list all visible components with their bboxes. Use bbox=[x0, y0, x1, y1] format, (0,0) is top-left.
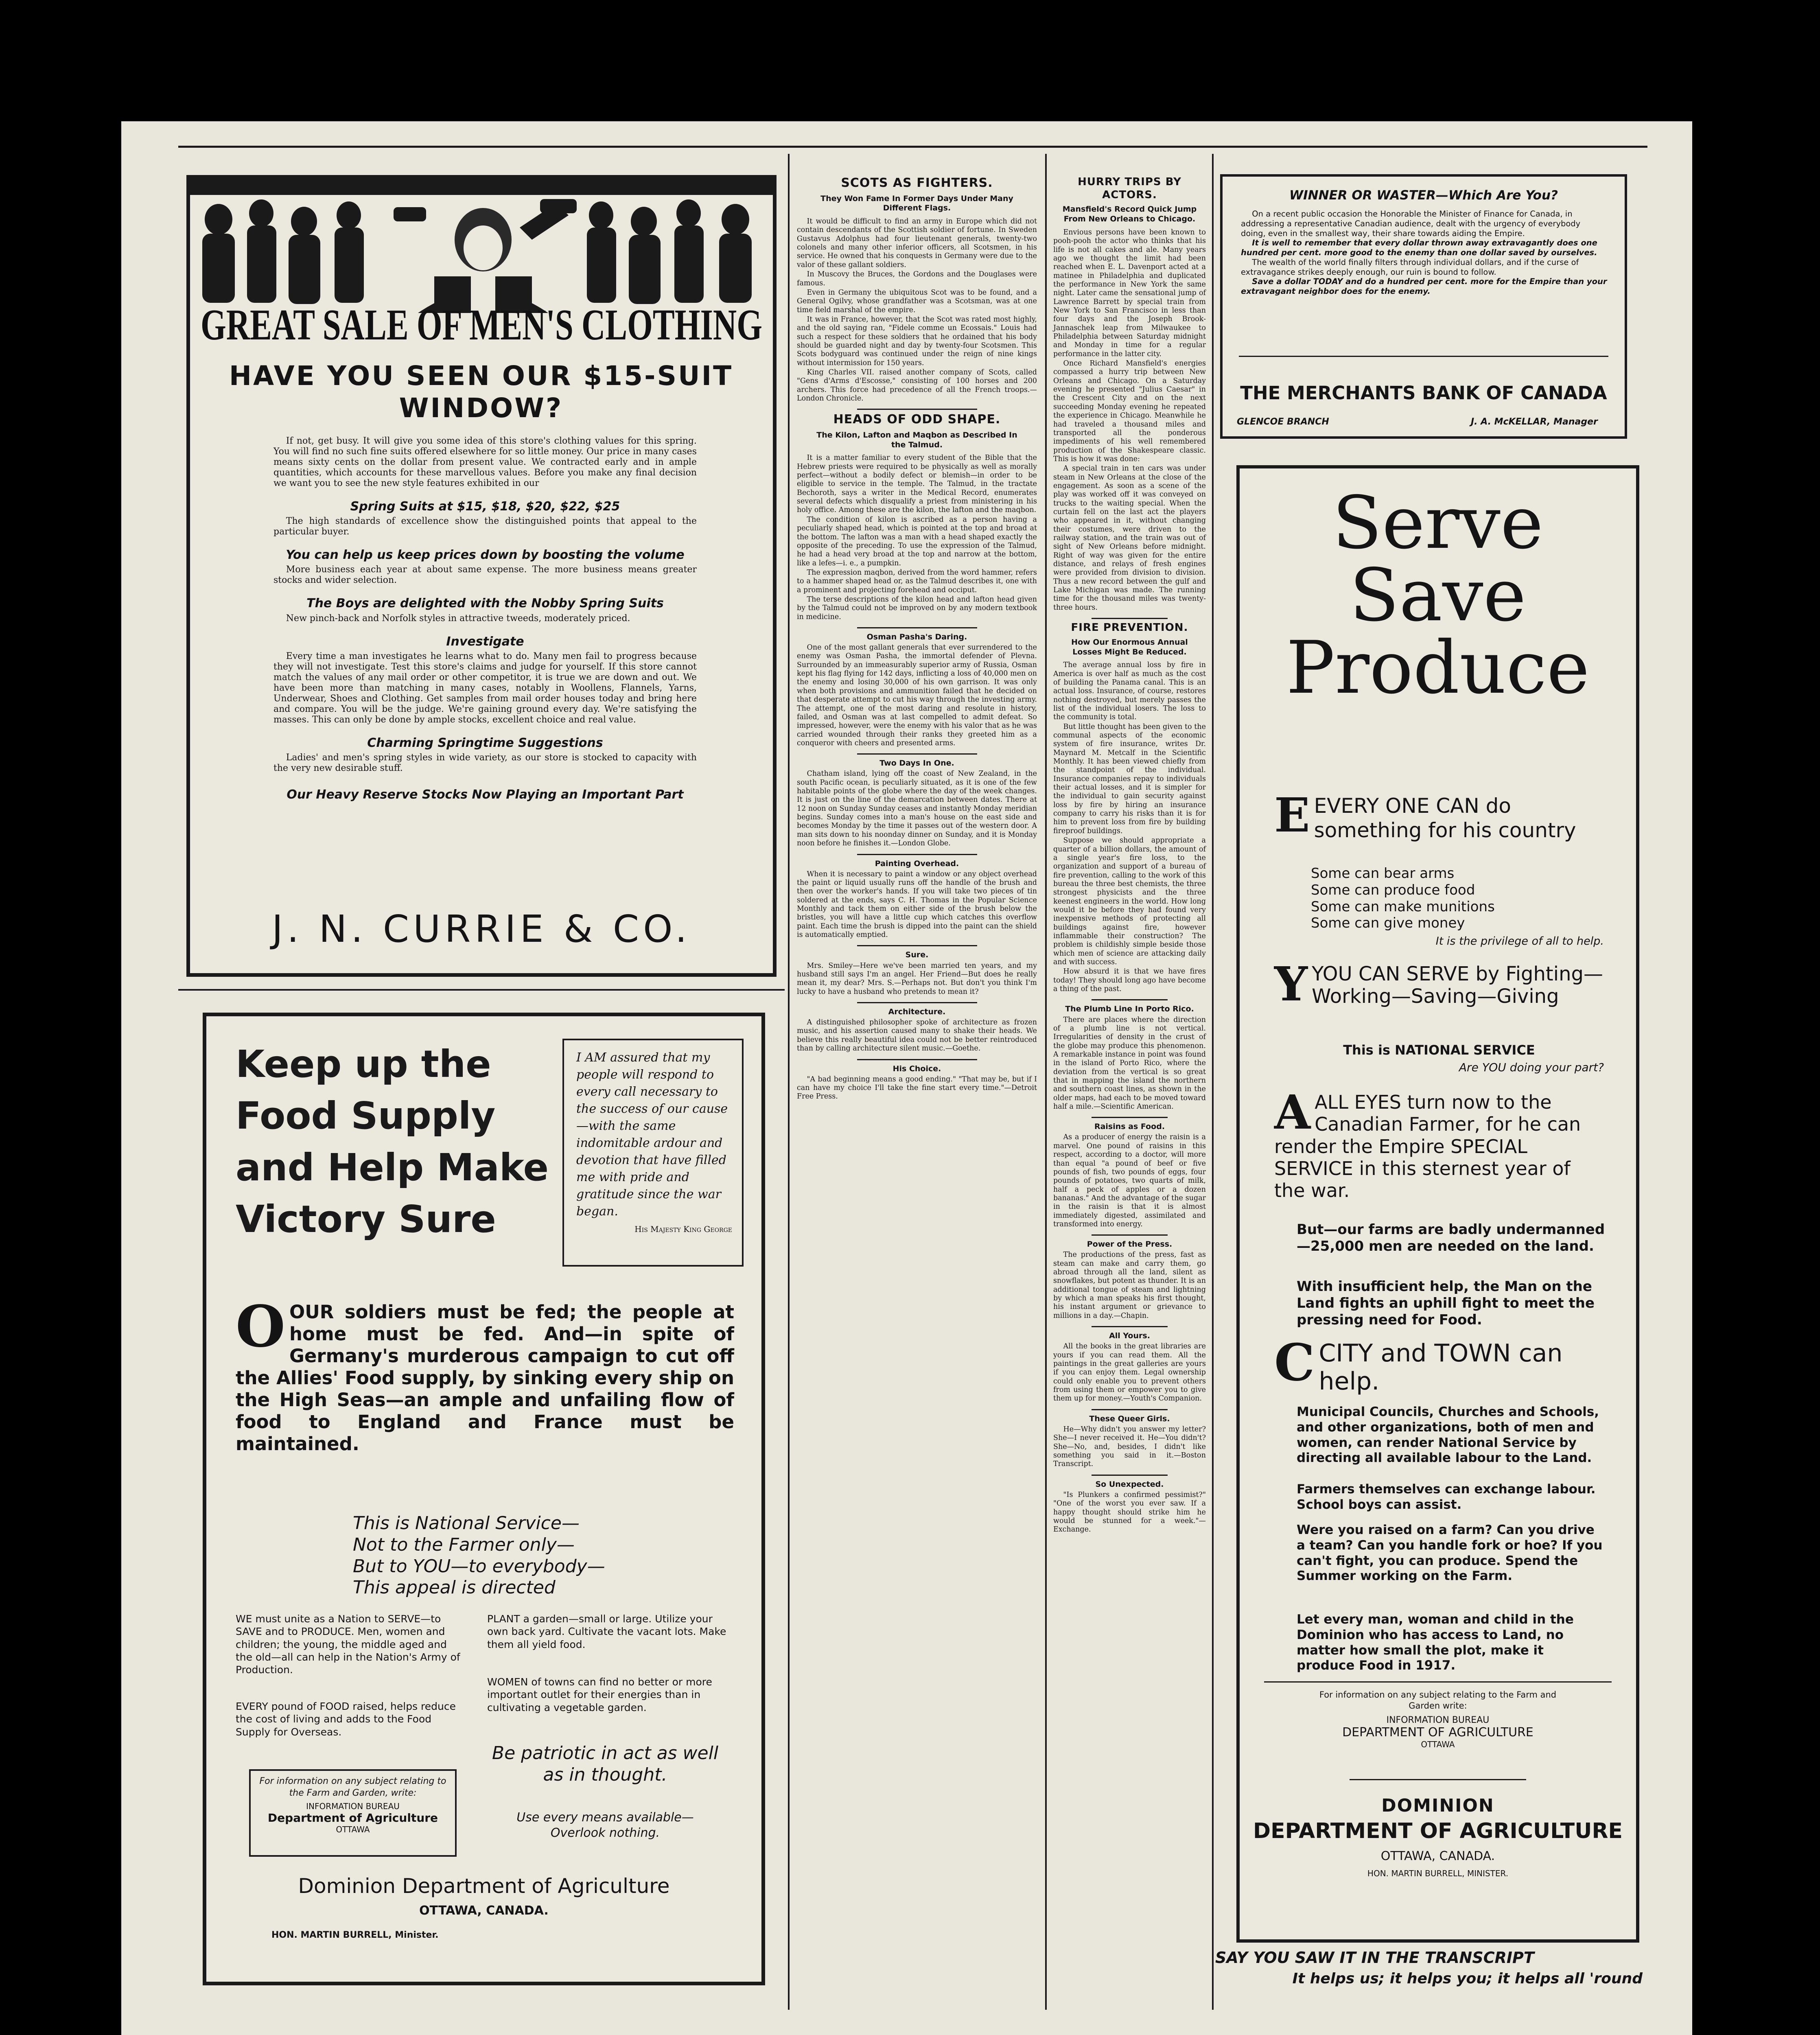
service-line: This is National Service— bbox=[353, 1513, 580, 1534]
yours-title: All Yours. bbox=[1109, 1331, 1150, 1341]
every-means-line: Use every means available—Overlook nothing. bbox=[516, 1810, 694, 1840]
food-minister: HON. MARTIN BURRELL, Minister. bbox=[271, 1930, 439, 1940]
title-line-save: Save bbox=[1350, 553, 1526, 637]
divider bbox=[1092, 1475, 1168, 1476]
serve-rule-2 bbox=[1350, 1779, 1526, 1780]
article-paragraph: The terse descriptions of the kilon head and lafton head given by the Talmud could not be improved on by any modern textbook in medicine. bbox=[797, 595, 1037, 621]
serve-minister: HON. MARTIN BURRELL, MINISTER. bbox=[1367, 1869, 1509, 1878]
you-can-serve-block bbox=[1274, 957, 1604, 1012]
bank-branch: GLENCOE BRANCH bbox=[1237, 417, 1329, 427]
bank-ad-paragraph: On a recent public occasion the Honorable the Minister of Finance for Canada, in addressing a representative Canadian audience, dealt with the urgency of everybody doing, even in the smallest way, their share towards aiding the Empire. bbox=[1241, 209, 1581, 238]
divider bbox=[857, 854, 977, 855]
article-paragraph: King Charles VII. raised another company of Scots, called "Gens d'Arms d'Escosse," consisting of 100 horses and 200 archers. This force had precedence of all the French troops.—London Chronicle. bbox=[797, 368, 1037, 403]
sure-title: Sure. bbox=[905, 950, 929, 960]
patriotic-line: Be patriotic in act as well as in thought. bbox=[492, 1743, 719, 1785]
let-every-paragraph: Let every man, woman and child in the Dominion who has access to Land, no matter how small the plot, make it produce Food in 1917. bbox=[1297, 1612, 1574, 1673]
hurry-title: HURRY TRIPS BY ACTORS. bbox=[1078, 176, 1181, 201]
your-part-line: Are YOU doing your part? bbox=[1459, 1061, 1604, 1074]
bank-rule bbox=[1239, 356, 1608, 357]
article-paragraph: He—Why didn't you answer my letter? She—I never received it. He—You didn't? She—No, and, besides, I didn't like something you said in it.—Boston Transcript. bbox=[1053, 1425, 1206, 1468]
title-line-produce: Produce bbox=[1286, 626, 1590, 710]
service-line: Not to the Farmer only— bbox=[353, 1534, 575, 1555]
dropcap-o: O bbox=[236, 1293, 285, 1360]
every-one-text: EVERY ONE CAN do something for his country bbox=[1314, 794, 1576, 842]
newspaper-page bbox=[121, 121, 1692, 2035]
two-days-title: Two Days In One. bbox=[879, 759, 954, 768]
top-rule bbox=[178, 146, 1647, 148]
bank-ad-paragraph: It is well to remember that every dollar thrown away extravagantly does one hundred per cent. more good to the enemy than one dollar saved by ourselves. bbox=[1241, 238, 1597, 258]
food-info-dept: Department of Agriculture bbox=[267, 1811, 438, 1825]
plant-paragraph: PLANT a garden—small or large. Utilize your own back yard. Cultivate the vacant lots. Make them all yield food. bbox=[487, 1613, 726, 1650]
article-paragraph: All the books in the great libraries are yours if you can read them. All the paintings in the great galleries are yours if you can enjoy them. Legal ownership could only enable you to prevent others from using them or empower you to give them up for money.—Youth's Companion. bbox=[1053, 1342, 1206, 1403]
farms-paragraph: But—our farms are badly undermanned—25,000 men are needed on the land. bbox=[1297, 1221, 1605, 1254]
service-line: But to YOU—to everybody— bbox=[353, 1556, 605, 1577]
spring-suits-text: The high standards of excellence show the distinguished points that appeal to the particular buyer. bbox=[273, 516, 697, 537]
reserve-heading: Our Heavy Reserve Stocks Now Playing an Important Part bbox=[287, 788, 684, 802]
farmers-paragraph: Farmers themselves can exchange labour. School boys can assist. bbox=[1297, 1482, 1596, 1512]
all-eyes-text: ALL EYES turn now to the Canadian Farmer, for he can render the Empire SPECIAL SERVICE in this sternest year of the war. bbox=[1274, 1091, 1581, 1202]
national-service-line: This is NATIONAL SERVICE bbox=[1343, 1042, 1535, 1058]
article-paragraph: It is a matter familiar to every student of the Bible that the Hebrew priests were required to be physically as well as morally perfect—without a bodily defect or blemish—in order to be eligible to service in the temple. The Talmud, in the tractate Bechoroth, says a writer in the Medical Record, enumerates several defects which disqualify a priest from ministering in his holy office. Among these are the kilon, the lafton and the maqbon. bbox=[797, 454, 1037, 514]
article-paragraph: One of the most gallant generals that ever surrendered to the enemy was Osman Pasha, the immortal defender of Plevna. Surrounded by an immeasurably superior army of Russia, Osman kept his flag flying for 142 days, inflicting a loss of 40,000 men on the enemy and losing 30,000 of his own garrison. It was only when both provisions and ammunition failed that he decided on that desperate attempt to cut his way through the investing army. The attempt, one of the most daring and resolute in history, failed, and Osman was at last compelled to admit defeat. So impressed, however, were the enemy with his valor that as he was carried wounded through their ranks they greeted him as a conqueror with cheers and presented arms. bbox=[797, 643, 1037, 747]
spring-suits-heading: Spring Suits at $15, $18, $20, $22, $25 bbox=[350, 499, 620, 514]
dropcap-c: C bbox=[1274, 1333, 1315, 1392]
divider bbox=[857, 1002, 977, 1003]
city-text: CITY and TOWN can help. bbox=[1319, 1339, 1563, 1396]
article-paragraph: A distinguished philosopher spoke of architecture as frozen music, and his assertion caused many to shake their heads. We believe this really beautiful idea could not be better reintroduced than by calling architecture silent music.—Goethe. bbox=[797, 1018, 1037, 1053]
serve-info-bureau: INFORMATION BUREAU bbox=[1386, 1715, 1490, 1725]
merchant-name: J. N. CURRIE & CO. bbox=[271, 907, 691, 951]
women-paragraph: WOMEN of towns can find no better or more important outlet for their energies than in cultivating a vegetable garden. bbox=[487, 1676, 712, 1713]
column-3 bbox=[797, 173, 1037, 1102]
article-paragraph: A special train in ten cars was under steam in New Orleans at the close of the engagement. As soon as a scene of the play was worked off it was conveyed on trucks to the waiting special. When the curtain fell on the last act the players who appeared in it, without changing their costumes, were driven to the railway station, and the train was out of sight of New Orleans before midnight. Right of way was given for the entire distance, and relays of fresh engines were provided from division to division. Thus a new record between the gulf and Lake Michigan was made. The running time for the thousand miles was twenty-three hours. bbox=[1053, 464, 1206, 612]
king-quote: I AM assured that my people will respond to every call necessary to the success of our cause—with the same indomitable ardour and devotion that have filled me with pride and gratitude since the war began. bbox=[576, 1050, 728, 1219]
divider bbox=[857, 409, 977, 410]
clothing-intro: If not, get busy. It will give you some idea of this store's clothing values for this spring. You will find no such fine suits offered elsewhere for so little money. Our price in many cases means sixty cents on the dollar from present value. We contracted early and in ample quantities, which accounts for these marvellous values. Before you make any final decision we want you to see the new style features exhibited in our bbox=[273, 436, 697, 488]
serve-dept-city: OTTAWA, CANADA. bbox=[1380, 1849, 1495, 1863]
food-body bbox=[236, 1293, 734, 1455]
raisins-title: Raisins as Food. bbox=[1094, 1122, 1165, 1131]
food-info-lead: For information on any subject relating to the Farm and Garden, write: bbox=[259, 1776, 446, 1798]
clothing-ad bbox=[186, 175, 777, 977]
serve-info-lead: For information on any subject relating to the Farm and Garden write: bbox=[1319, 1690, 1557, 1711]
food-dept-name: Dominion Department of Agriculture bbox=[298, 1874, 670, 1898]
article-paragraph: "A bad beginning means a good ending." "That may be, but if I can have my choice I'll take the fine start every time."—Detroit Free Press. bbox=[797, 1075, 1037, 1101]
king-quote-box bbox=[562, 1039, 744, 1267]
every-pound-paragraph: EVERY pound of FOOD raised, helps reduce the cost of living and adds to the Food Supply for Overseas. bbox=[236, 1700, 456, 1738]
divider bbox=[857, 945, 977, 946]
scots-subtitle: They Won Fame In Former Days Under Many Different Flags. bbox=[820, 194, 1013, 213]
article-paragraph: There are places where the direction of a plumb line is not vertical. Irregularities of density in the crust of the globe may produce this phenomenon. A remarkable instance in point was found in the island of Porto Rico, where the deviation from the vertical is so great that in mapping the island the northern and southern coast lines, as shown in the older maps, had each to be moved toward half a mile.—Scientific American. bbox=[1053, 1015, 1206, 1111]
article-paragraph: Chatham island, lying off the coast of New Zealand, in the south Pacific ocean, is peculiarly situated, as it is one of the few habitable points of the globe where the day of the week changes. It is just on the line of the demarcation between dates. There at 12 noon on Sunday Sunday ceases and instantly Monday meridian begins. Sunday comes into a man's house on the east side and becomes Monday by the time it passes out of the western door. A man sits down to his noonday dinner on Sunday, and it is Monday noon before he finishes it.—London Globe. bbox=[797, 770, 1037, 848]
investigate-text: Every time a man investigates he learns what to do. Many men fail to progress because they will not investigate. Test this store's claims and judge for yourself. If this store cannot match the values of any mail order or other competitor, it is true we are down and out. We have been more than matching in many cases, notably in Woollens, Flannels, Yarns, Underwear, Shoes and Clothing. Get samples from mail order houses today and bring here and compare. You will be the judge. We're gaining ground every day. We're satisfying the masses. This can only be done by ample stocks, excellent choice and real value. bbox=[273, 651, 697, 725]
raised-paragraph: Were you raised on a farm? Can you drive a team? Can you handle fork or hoe? If you can't fight, you can produce. Spend the Summer working on the Farm. bbox=[1297, 1523, 1603, 1584]
dropcap-e: E bbox=[1274, 788, 1310, 843]
fire-subtitle: How Our Enormous Annual Losses Might Be Reduced. bbox=[1071, 637, 1188, 656]
article-paragraph: It was in France, however, that the Scot was rated most highly, and the old saying ran, "Fidele comme un Ecossais." Louis had such a respect for these soldiers that he ordained that his body should be guarded night and day by twenty-four Scotsmen. This Scots bodyguard was continued under the reign of nine kings without intermission for 150 years. bbox=[797, 315, 1037, 367]
architecture-title: Architecture. bbox=[888, 1007, 946, 1016]
food-info-city: OTTAWA bbox=[336, 1825, 370, 1835]
king-quote-attribution: His Majesty King George bbox=[634, 1224, 732, 1234]
title-line-serve: Serve bbox=[1332, 481, 1544, 565]
bank-manager: J. A. McKELLAR, Manager bbox=[1471, 417, 1598, 427]
bank-ad-body bbox=[1241, 209, 1607, 296]
article-paragraph: But little thought has been given to the communal aspects of the economic system of fire insurance, writes Dr. Maynard M. Metcalf in the Scientific Monthly. It has been viewed chiefly from the standpoint of the individual. Insurance companies repay to individuals their actual losses, and it is simpler for the individual to gain security against loss by fire by hiring an insurance company to carry his risks than it is for him to prevent loss from fire by building fireproof buildings. bbox=[1053, 722, 1206, 835]
city-block bbox=[1274, 1333, 1604, 1396]
serve-dominion: DOMINION bbox=[1381, 1795, 1494, 1816]
article-paragraph: Suppose we should appropriate a quarter of a billion dollars, the amount of a single year's fire loss, to the organization and support of a bureau of fire prevention, calling to the work of this bureau the three best chemists, the three strongest physicists and the three keenest engineers in the world. How long would it be before they had found very inexpensive methods of protecting all buildings against fire, however inflammable their construction? The problem is childishly simple beside those which men of science are attacking daily and with success. bbox=[1053, 836, 1206, 966]
charming-heading: Charming Springtime Suggestions bbox=[367, 735, 603, 750]
every-one-block bbox=[1274, 788, 1604, 843]
can-list-item: Some can give money bbox=[1311, 915, 1465, 932]
can-list-item: Some can produce food bbox=[1311, 882, 1475, 898]
divider bbox=[857, 1059, 977, 1060]
bank-ad bbox=[1220, 174, 1627, 439]
unexpected-title: So Unexpected. bbox=[1095, 1479, 1164, 1489]
boys-heading: The Boys are delighted with the Nobby Spring Suits bbox=[306, 596, 664, 611]
food-info-bureau: INFORMATION BUREAU bbox=[306, 1801, 400, 1812]
article-paragraph: As a producer of energy the raisin is a marvel. One pound of raisins in this respect, according to a doctor, will more than equal "a pound of beef or five pounds of fish, two pounds of eggs, four pounds of potatoes, two quarts of milk, half a peck of apples or a dozen bananas." And the advantage of the sugar in the raisin is that it is almost immediately digested, assimilated and transformed into energy. bbox=[1053, 1133, 1206, 1228]
divider bbox=[1092, 1234, 1168, 1236]
clothing-ad-body bbox=[273, 436, 697, 804]
osman-title: Osman Pasha's Daring. bbox=[866, 632, 967, 641]
crowd-illustration bbox=[190, 179, 773, 350]
you-can-serve-text: YOU CAN SERVE by Fighting—Working—Saving—Giving bbox=[1312, 963, 1603, 1008]
divider bbox=[1092, 1326, 1168, 1327]
choice-title: His Choice. bbox=[892, 1064, 941, 1073]
unite-paragraph: WE must unite as a Nation to SERVE—to SAVE and to PRODUCE. Men, women and children; the young, the middle aged and the old—all can help in the Nation's Army of Production. bbox=[236, 1613, 460, 1676]
suit-window-headline bbox=[214, 360, 748, 424]
hurry-subtitle: Mansfield's Record Quick Jump From New Orleans to Chicago. bbox=[1062, 205, 1197, 224]
article-paragraph: In Muscovy the Bruces, the Gordons and the Douglases were famous. bbox=[797, 270, 1037, 287]
divider bbox=[1092, 1409, 1168, 1410]
article-paragraph: The expression maqbon, derived from the word hammer, refers to a hammer shaped head or, as the Talmud describes it, one with a prominent and projecting forehead and occiput. bbox=[797, 568, 1037, 594]
article-paragraph: Once Richard Mansfield's energies compassed a hurry trip between New Orleans and Chicago. On a Saturday evening he presented "Julius Caesar" in the Crescent City and on the next succeeding Monday evening he repeated the experience in Chicago. Meanwhile he had traveled a thousand miles and transported all the ponderous impediments of his well remembered production of the Shakespeare classic. This is how it was done: bbox=[1053, 359, 1206, 463]
column-rule-3 bbox=[788, 154, 790, 2010]
column-rule-4 bbox=[1045, 154, 1047, 2010]
heads-title: HEADS OF ODD SHAPE. bbox=[833, 412, 1001, 427]
article-paragraph: The condition of kilon is ascribed as a person having a peculiarly shaped head, which is pointed at the top and broad at the bottom. The lafton was a man with a head shaped exactly the opposite of the preceding. To use the expression of the Talmud, he had a head very broad at the top and narrow at the bottom, like a lefes—i. e., a pumpkin. bbox=[797, 515, 1037, 567]
serve-dept: DEPARTMENT OF AGRICULTURE bbox=[1253, 1819, 1623, 1843]
article-paragraph: When it is necessary to paint a window or any object overhead the paint or liquid usually runs off the handle of the brush and then over the worker's hands. If you will take two pieces of tin soldered at the ends, says C. H. Thomas in the Popular Science Monthly and tack them on either side of the brush below the bristles, you will have a little cup which catches this overflow paint. Each time the brush is dipped into the paint can the shield is automatically emptied. bbox=[797, 870, 1037, 939]
column-rule-5 bbox=[1212, 154, 1214, 2010]
article-paragraph: Mrs. Smiley—Here we've been married ten years, and my husband still says I'm an angel. Her Friend—But does he really mean it, my dear? Mrs. S.—Perhaps not. But don't you think I'm lucky to have a husband who pretends to mean it? bbox=[797, 961, 1037, 996]
dropcap-a: A bbox=[1274, 1085, 1311, 1140]
serve-title bbox=[1240, 481, 1636, 710]
divider bbox=[1092, 618, 1168, 619]
serve-rule bbox=[1264, 1681, 1612, 1683]
press-title: Power of the Press. bbox=[1087, 1240, 1172, 1249]
bank-name: THE MERCHANTS BANK OF CANADA bbox=[1240, 382, 1607, 404]
food-supply-ad bbox=[203, 1013, 765, 1985]
can-list-item: Some can make munitions bbox=[1311, 898, 1495, 915]
footer-line-1: SAY YOU SAW IT IN THE TRANSCRIPT bbox=[1215, 1949, 1534, 1967]
service-line: This appeal is directed bbox=[353, 1577, 556, 1598]
bank-ad-paragraph: Save a dollar TODAY and do a hundred per cent. more for the Empire than your extravagant neighbor does for the enemy. bbox=[1241, 277, 1607, 296]
food-info-box bbox=[249, 1769, 457, 1857]
bank-ad-title: WINNER OR WASTER—Which Are You? bbox=[1289, 188, 1558, 203]
charming-text: Ladies' and men's spring styles in wide variety, as our store is stocked to capacity with the very new desirable stuff. bbox=[273, 753, 697, 774]
privilege-line: It is the privilege of all to help. bbox=[1435, 935, 1604, 948]
keep-prices-heading: You can help us keep prices down by boosting the volume bbox=[286, 548, 685, 562]
serve-info-dept: DEPARTMENT OF AGRICULTURE bbox=[1342, 1725, 1533, 1740]
article-paragraph: Even in Germany the ubiquitous Scot was to be found, and a General Ogilvy, whose grandfather was a Scotsman, was at one time field marshal of the empire. bbox=[797, 288, 1037, 314]
column-4 bbox=[1053, 173, 1206, 1535]
food-headline: Keep up the Food Supply and Help Make Victory Sure bbox=[236, 1042, 549, 1241]
article-paragraph: The productions of the press, fast as steam can make and carry them, go abroad through all the land, silent as snowflakes, but potent as thunder. It is an additional tongue of steam and lightning by which a man speaks his first thought, his instant argument or grievance to millions in a day.—Chapin. bbox=[1053, 1251, 1206, 1320]
suit-window-headline-text: HAVE YOU SEEN OUR $15-SUIT WINDOW? bbox=[229, 360, 733, 424]
scots-title: SCOTS AS FIGHTERS. bbox=[841, 176, 993, 190]
bank-ad-paragraph: The wealth of the world finally filters through individual dollars, and if the curse of extravagance strikes deeply enough, our ruin is bound to follow. bbox=[1241, 257, 1579, 277]
heads-subtitle: The Kilon, Lafton and Maqbon as Described In the Talmud. bbox=[816, 430, 1017, 449]
article-paragraph: The average annual loss by fire in America is over half as much as the cost of building the Panama canal. This is an actual loss. Insurance, of course, restores nothing destroyed, but merely passes the list of the individual losers. The loss to the community is total. bbox=[1053, 661, 1206, 722]
article-paragraph: How absurd it is that we have fires today! They should long ago have become a thing of the past. bbox=[1053, 967, 1206, 993]
footer-line-2: It helps us; it helps you; it helps all 'round bbox=[1292, 1970, 1643, 1987]
can-list-item: Some can bear arms bbox=[1311, 865, 1455, 882]
boys-text: New pinch-back and Norfolk styles in attractive tweeds, moderately priced. bbox=[286, 613, 630, 624]
keep-prices-text: More business each year at about same expense. The more business means greater stocks and wider selection. bbox=[273, 565, 697, 586]
article-paragraph: Envious persons have been known to pooh-pooh the actor who thinks that his life is not all cakes and ale. Many years ago we thought the limit had been reached when E. L. Davenport acted at a matinee in Philadelphia and duplicated the performance in New York the same night. Later came the sensational jump of Lawrence Barrett by special train from New York to San Francisco in less than four days and the Joseph Brook-Jannaschek leap from Milwaukee to Philadelphia between Saturday midnight and Monday in time for a regular performance in the latter city. bbox=[1053, 228, 1206, 358]
investigate-heading: Investigate bbox=[446, 634, 524, 649]
painting-title: Painting Overhead. bbox=[875, 859, 959, 868]
national-service-lines bbox=[353, 1513, 638, 1599]
section-rule bbox=[178, 989, 785, 991]
dropcap-y: Y bbox=[1274, 957, 1308, 1012]
fire-title: FIRE PREVENTION. bbox=[1071, 621, 1188, 634]
sale-banner: GREAT SALE OF MEN'S CLOTHING bbox=[201, 301, 762, 349]
all-eyes-block bbox=[1274, 1085, 1604, 1202]
plumb-title: The Plumb Line In Porto Rico. bbox=[1065, 1004, 1194, 1014]
can-list bbox=[1274, 865, 1604, 948]
divider bbox=[1092, 1117, 1168, 1118]
article-paragraph: It would be difficult to find an army in Europe which did not contain descendants of the Scottish soldier of fortune. In Sweden Gustavus Adolphus had four lieutenant generals, twenty-two colonels and many other inferior officers, all Scotsmen, in his service. He owned that his conquests in Germany were due to the valor of these gallant soldiers. bbox=[797, 217, 1037, 269]
divider bbox=[1092, 999, 1168, 1000]
divider bbox=[857, 627, 977, 628]
insufficient-paragraph: With insufficient help, the Man on the Land fights an uphill fight to meet the pressing need for Food. bbox=[1297, 1278, 1595, 1328]
serve-info-block bbox=[1272, 1689, 1603, 1749]
food-body-text: OUR soldiers must be fed; the people at home must be fed. And—in spite of Germany's murderous campaign to cut off the Allies' Food supply, by sinking every ship on the High Seas—an ample and unfailing flow of food to England and France must be maintained. bbox=[236, 1301, 734, 1455]
serve-save-produce-ad bbox=[1236, 465, 1639, 1943]
queer-title: These Queer Girls. bbox=[1089, 1414, 1170, 1423]
councils-paragraph: Municipal Councils, Churches and Schools, and other organizations, both of men and women, can render National Service by directing all available labour to the Land. bbox=[1297, 1405, 1599, 1466]
article-paragraph: "Is Plunkers a confirmed pessimist?" "One of the worst you ever saw. If a happy thought should strike him he would be stunned for a week."—Exchange. bbox=[1053, 1490, 1206, 1534]
serve-info-city: OTTAWA bbox=[1421, 1739, 1455, 1749]
food-dept-city: OTTAWA, CANADA. bbox=[419, 1904, 549, 1918]
divider bbox=[857, 753, 977, 755]
